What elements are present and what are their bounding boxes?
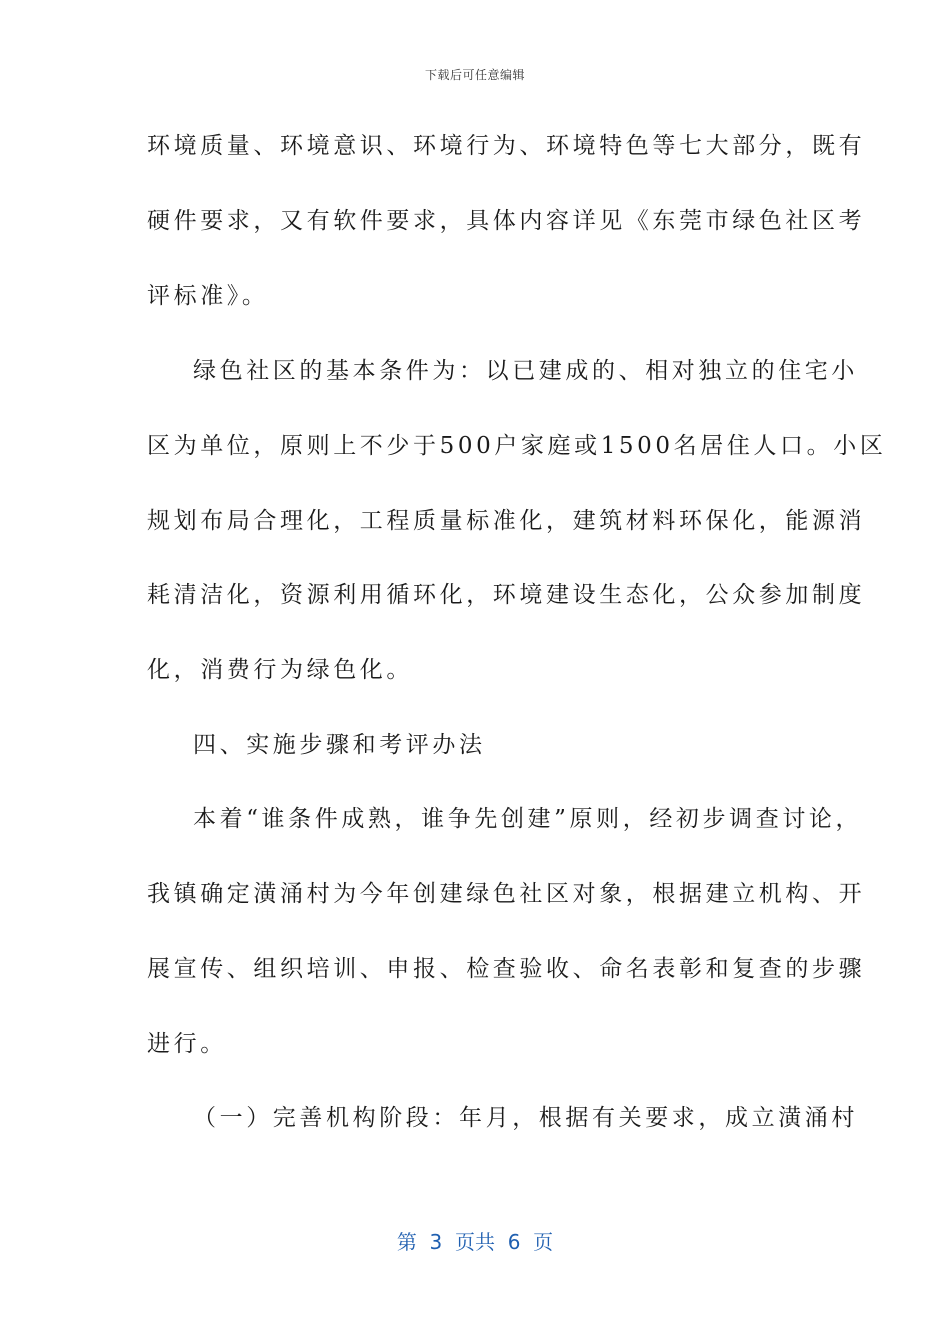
body-line: 规划布局合理化，工程质量标准化，建筑材料环保化，能源消 — [147, 508, 866, 534]
paragraph-start-line: 本着“谁条件成熟，谁争先创建”原则，经初步调查讨论， — [193, 806, 863, 832]
section-heading: 四、实施步骤和考评办法 — [193, 732, 486, 758]
body-line: 耗清洁化，资源利用循环化，环境建设生态化，公众参加制度 — [147, 582, 866, 608]
paragraph-start-line: 绿色社区的基本条件为：以已建成的、相对独立的住宅小 — [193, 358, 858, 384]
body-line: 进行。 — [147, 1031, 227, 1057]
body-line: 评标准》。 — [147, 283, 269, 309]
body-line: 区为单位，原则上不少于500户家庭或1500名居住人口。小区 — [147, 433, 887, 459]
page-number-footer: 第 3 页共 6 页 — [396, 1230, 554, 1254]
subsection-line: （一）完善机构阶段：年月，根据有关要求，成立潢涌村 — [193, 1105, 858, 1131]
page-header-note: 下载后可任意编辑 — [424, 68, 525, 82]
body-line: 硬件要求，又有软件要求，具体内容详见《东莞市绿色社区考 — [147, 208, 866, 234]
body-line: 我镇确定潢涌村为今年创建绿色社区对象，根据建立机构、开 — [147, 881, 866, 907]
body-line: 环境质量、环境意识、环境行为、环境特色等七大部分，既有 — [147, 133, 866, 159]
body-line: 展宣传、组织培训、申报、检查验收、命名表彰和复查的步骤 — [147, 956, 866, 982]
body-line: 化，消费行为绿色化。 — [147, 657, 413, 683]
